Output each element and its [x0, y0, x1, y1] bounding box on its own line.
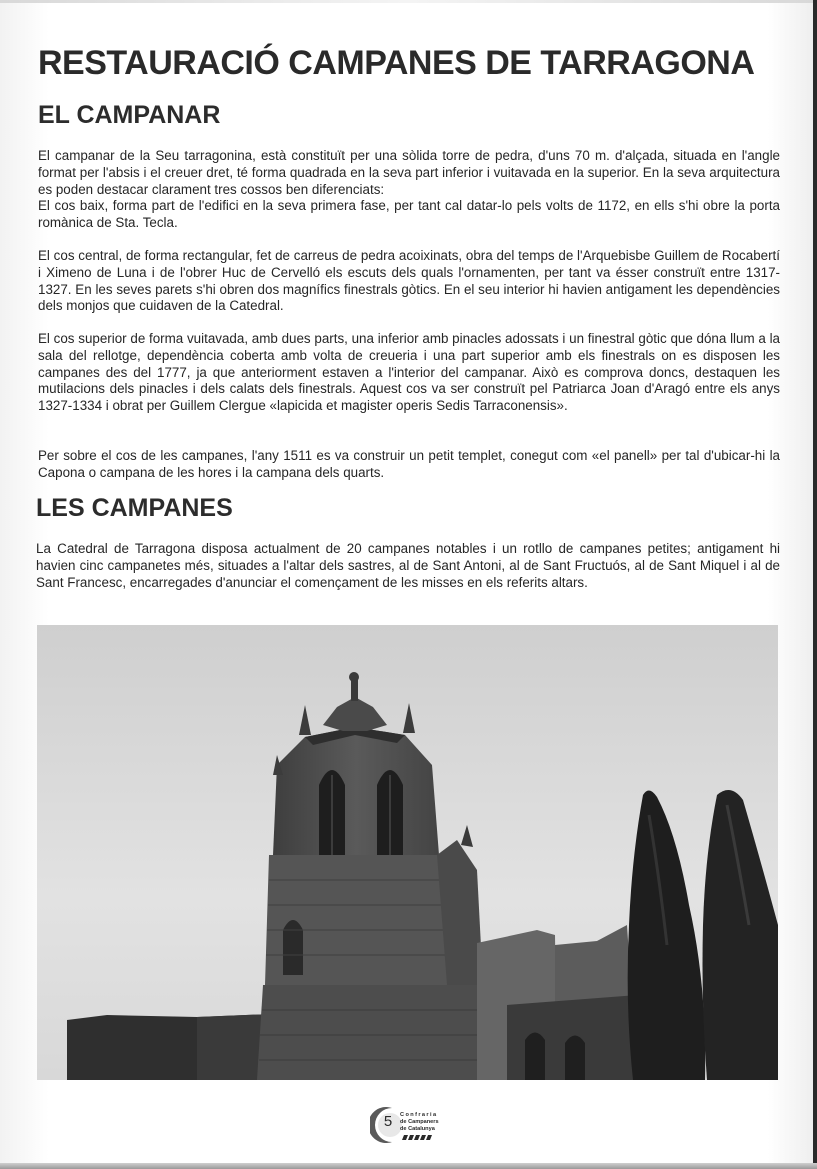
bell-tower-illustration [37, 625, 778, 1080]
logo-text-line-2: de Campaners [400, 1119, 439, 1125]
paragraph-cos-baix: El cos baix, forma part de l'edifici en la seva primera fase, per tant cal datar-lo pels volts de 1172, en ells s'hi obre la porta romànica de Sta. Tecla. [38, 198, 780, 231]
logo-text-line-3: de Catalunya [400, 1126, 435, 1132]
document-title: RESTAURACIÓ CAMPANES DE TARRAGONA [38, 44, 755, 82]
cos-superior-block [38, 331, 780, 415]
cos-central-block [38, 248, 780, 315]
page-edge-top [0, 0, 817, 3]
section-heading-campanes: LES CAMPANES [36, 494, 233, 522]
page-edge-right [813, 0, 817, 1169]
paragraph-campanes: La Catedral de Tarragona disposa actualment de 20 campanes notables i un rotllo de campanes petites; antigament hi havien cinc campanetes més, situades a l'altar dels sastres, al de Sant Antoni, al de Sant Fructuós, al de Sant Miquel i al de Sant Francesc, encarregades d'anunciar el començament de les misses en els referits altars. [36, 541, 780, 590]
page-edge-bottom [0, 1163, 817, 1169]
cathedral-side-buildings [477, 925, 637, 1080]
paragraph-campanar-intro: El campanar de la Seu tarragonina, està constituït per una sòlida torre de pedra, d'uns 70 m. d'alçada, situada en l'angle format per l'absis i el creuer dret, té forma quadrada en la seva part inferior i vuitavada en la superior. En la seva arquitectura es poden destacar clarament tres cossos ben diferenciats: [38, 148, 780, 197]
paragraph-cos-superior: El cos superior de forma vuitavada, amb dues parts, una inferior amb pinacles adossats i un finestral gòtic que dóna llum a la sala del rellotge, dependència coberta amb volta de creueria i una part superior amb els finestrals on es disposen les campanes des del 1777, ja que anteriorment estaven a l'interior del campanar. Això es comprova doncs, destaquen les mutilacions dels pinacles i dels calats dels finestrals. Aquest cos va ser construït pel Patriarca Joan d'Aragó entre els anys 1327-1334 i obrat per Guillem Clergue «lapicida et magister operis Sedis Tarraconensis». [38, 331, 780, 414]
paragraph-templet: Per sobre el cos de les campanes, l'any 1511 es va construir un petit templet, conegut com «el panell» per tal d'ubicar-hi la Capona o campana de les hores i la campana dels quarts. [38, 448, 780, 480]
campanar-intro-block [38, 148, 780, 232]
paragraph-cos-central: El cos central, de forma rectangular, fet de carreus de pedra acoixinats, obra del temps de l'Arquebisbe Guillem de Rocabertí i Ximeno de Luna i de l'obrer Huc de Cervelló els escuts dels quals l'ornamenten, per tant va ésser construït entre 1317-1327. En les seves parets s'hi obren dos magnífics finestrals gòtics. En el seu interior hi havien antigament les dependències dels monjos que cuidaven de la Catedral. [38, 248, 780, 314]
templet-block [38, 448, 780, 482]
campanes-block [36, 541, 780, 591]
bell-tower-photo [37, 625, 778, 1080]
logo-text-line-1: Confraria [400, 1112, 438, 1118]
page-number: 5 [383, 1113, 393, 1130]
section-heading-campanar: EL CAMPANAR [38, 101, 221, 129]
